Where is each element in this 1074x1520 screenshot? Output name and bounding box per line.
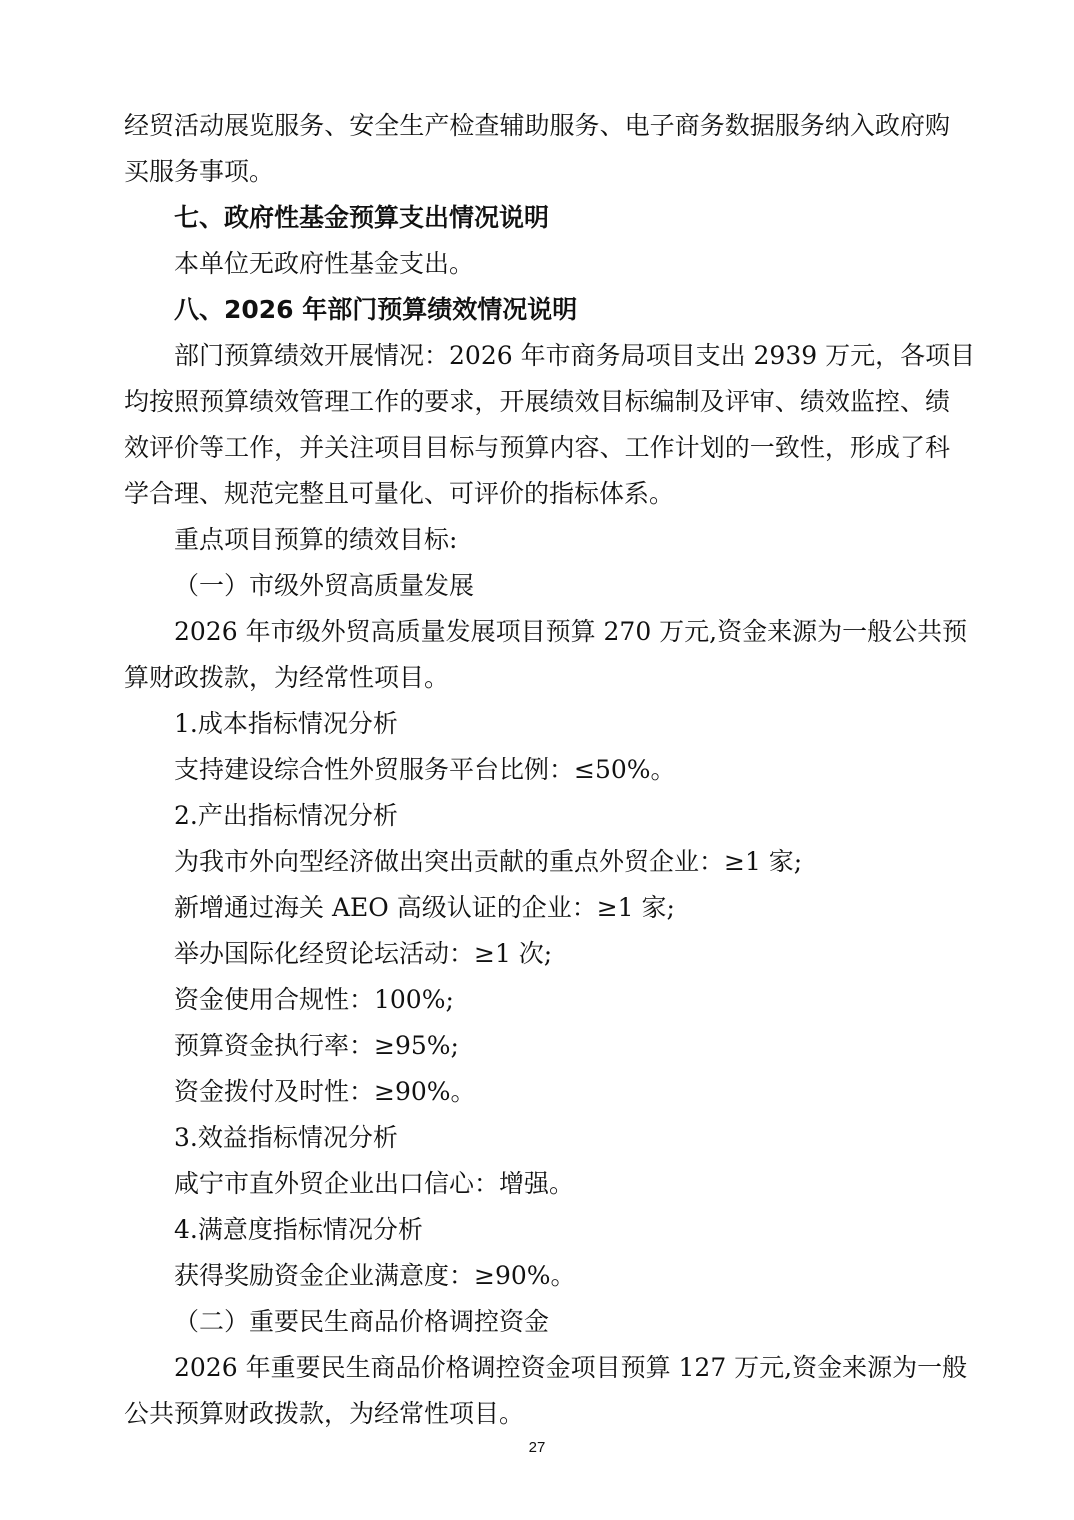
section-heading-8: 八、2026 年部门预算绩效情况说明	[174, 295, 578, 324]
indicator-heading: 1.成本指标情况分析	[174, 709, 398, 738]
indicator-item: 新增通过海关 AEO 高级认证的企业：≥1 家;	[174, 893, 675, 922]
indicator-heading: 4.满意度指标情况分析	[174, 1215, 423, 1244]
indicator-heading: 2.产出指标情况分析	[174, 801, 398, 830]
paragraph-line: 效评价等工作，并关注项目目标与预算内容、工作计划的一致性，形成了科	[124, 433, 950, 462]
indicator-item: 咸宁市直外贸企业出口信心：增强。	[174, 1169, 575, 1198]
paragraph-line: 部门预算绩效开展情况：2026 年市商务局项目支出 2939 万元，各项目	[174, 341, 976, 370]
paragraph-line: 学合理、规范完整且可量化、可评价的指标体系。	[124, 479, 675, 508]
subsection-heading: （一）市级外贸高质量发展	[174, 571, 475, 600]
paragraph-line: 本单位无政府性基金支出。	[174, 249, 475, 278]
indicator-heading: 3.效益指标情况分析	[174, 1123, 398, 1152]
paragraph-line: 重点项目预算的绩效目标:	[174, 525, 458, 554]
paragraph-line: 2026 年市级外贸高质量发展项目预算 270 万元,资金来源为一般公共预	[174, 617, 968, 646]
paragraph-line: 买服务事项。	[124, 157, 275, 186]
paragraph-line: 均按照预算绩效管理工作的要求，开展绩效目标编制及评审、绩效监控、绩	[124, 387, 950, 416]
indicator-item: 支持建设综合性外贸服务平台比例：≤50%。	[174, 755, 676, 784]
indicator-item: 为我市外向型经济做出突出贡献的重点外贸企业：≥1 家;	[174, 847, 803, 876]
indicator-item: 预算资金执行率：≥95%;	[174, 1031, 459, 1060]
paragraph-line: 2026 年重要民生商品价格调控资金项目预算 127 万元,资金来源为一般	[174, 1353, 968, 1382]
indicator-item: 资金拨付及时性：≥90%。	[174, 1077, 476, 1106]
indicator-item: 获得奖励资金企业满意度：≥90%。	[174, 1261, 576, 1290]
indicator-item: 资金使用合规性：100%;	[174, 985, 454, 1014]
indicator-item: 举办国际化经贸论坛活动：≥1 次;	[174, 939, 553, 968]
section-heading-7: 七、政府性基金预算支出情况说明	[174, 203, 550, 232]
page-number: 27	[528, 1439, 546, 1456]
paragraph-line: 公共预算财政拨款，为经常性项目。	[124, 1399, 525, 1428]
paragraph-line: 算财政拨款，为经常性项目。	[124, 663, 450, 692]
subsection-heading: （二）重要民生商品价格调控资金	[174, 1307, 550, 1336]
paragraph-line: 经贸活动展览服务、安全生产检查辅助服务、电子商务数据服务纳入政府购	[124, 111, 950, 140]
